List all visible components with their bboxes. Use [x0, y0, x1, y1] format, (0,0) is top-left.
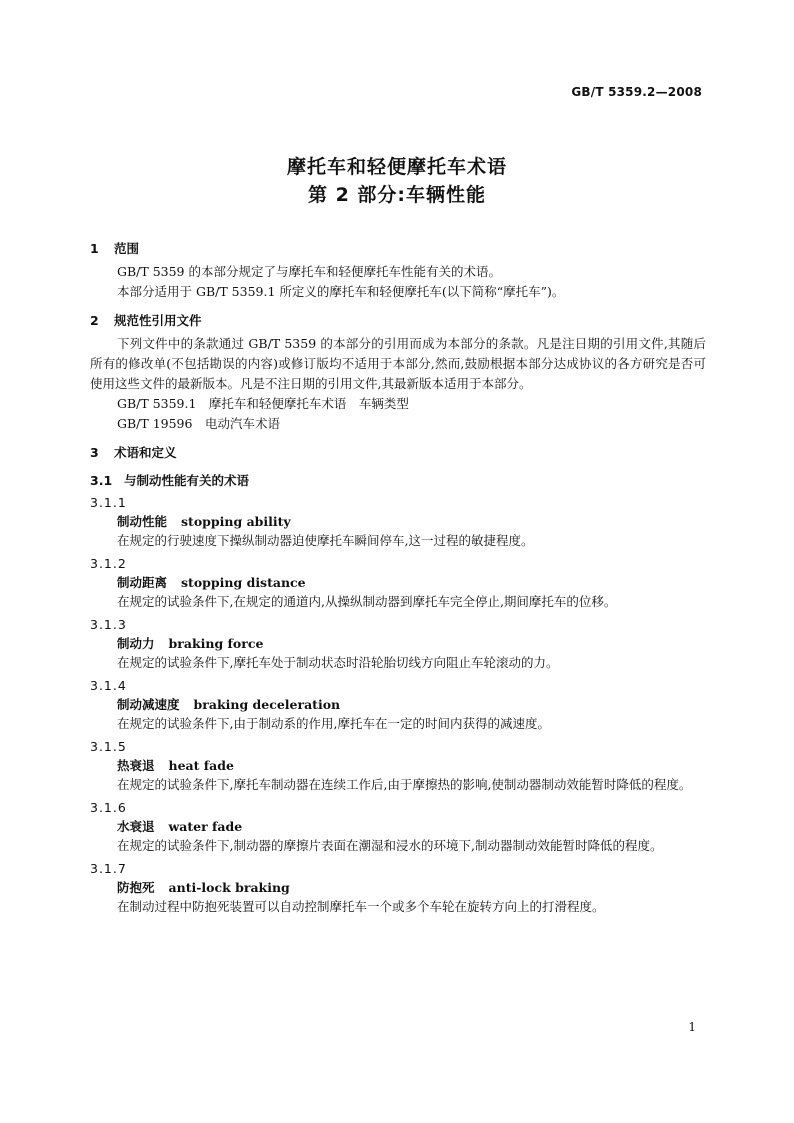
subsection-number: 3.1: [90, 473, 113, 488]
page-number: 1: [688, 1020, 696, 1034]
term-definition: 在规定的行驶速度下操纵制动器迫使摩托车瞬间停车,这一过程的敏捷程度。: [117, 533, 534, 548]
term-entry: [90, 859, 706, 917]
section-title: 范围: [114, 241, 140, 256]
term-number: 3.1.5: [90, 739, 127, 754]
term-zh: 制动减速度: [117, 697, 180, 712]
term-definition: 在规定的试验条件下,摩托车制动器在连续工作后,由于摩擦热的影响,使制动器制动效能暂时降低的程度。: [117, 777, 692, 792]
term-definition: 在规定的试验条件下,制动器的摩擦片表面在潮湿和浸水的环境下,制动器制动效能暂时降低的程度。: [117, 838, 663, 853]
subsection-heading: [90, 472, 706, 490]
term-number: 3.1.3: [90, 617, 127, 632]
term-zh: 制动性能: [117, 514, 168, 529]
document-body: [90, 240, 706, 917]
term-name: [90, 573, 706, 592]
term-entry: [90, 737, 706, 795]
term-number: 3.1.1: [90, 495, 127, 510]
term-en: water fade: [168, 819, 243, 834]
section-heading-scope: [90, 240, 706, 258]
scope-paragraph-2: 本部分适用于 GB/T 5359.1 所定义的摩托车和轻便摩托车(以下简称“摩托车”)。: [117, 284, 565, 299]
term-zh: 防抱死: [117, 880, 155, 895]
term-zh: 制动力: [117, 636, 155, 651]
term-en: heat fade: [168, 758, 234, 773]
section-number: 3: [90, 445, 99, 460]
term-en: stopping distance: [181, 575, 306, 590]
section-title: 规范性引用文件: [114, 313, 202, 328]
section-title: 术语和定义: [114, 445, 177, 460]
section-number: 1: [90, 241, 99, 256]
term-name: [90, 512, 706, 531]
standard-code: GB/T 5359.2—2008: [571, 85, 702, 99]
reference-item: GB/T 19596 电动汽车术语: [117, 416, 280, 431]
document-subtitle: 第 2 部分:车辆性能: [307, 184, 487, 206]
term-entry: [90, 615, 706, 673]
term-zh: 热衰退: [117, 758, 155, 773]
term-definition: 在规定的试验条件下,在规定的通道内,从操纵制动器到摩托车完全停止,期间摩托车的位移。: [117, 594, 617, 609]
term-number: 3.1.7: [90, 861, 127, 876]
term-definition: 在规定的试验条件下,摩托车处于制动状态时沿轮胎切线方向阻止车轮滚动的力。: [117, 655, 559, 670]
term-name: [90, 756, 706, 775]
section-heading-normative-references: [90, 312, 706, 330]
subsection-title: 与制动性能有关的术语: [124, 473, 250, 488]
term-definition: 在规定的试验条件下,由于制动系的作用,摩托车在一定的时间内获得的减速度。: [117, 716, 550, 731]
term-entry: [90, 798, 706, 856]
section-number: 2: [90, 313, 99, 328]
term-en: braking force: [168, 636, 264, 651]
term-entry: [90, 676, 706, 734]
term-number: 3.1.6: [90, 800, 127, 815]
term-entry: [90, 493, 706, 551]
scope-paragraph-1: GB/T 5359 的本部分规定了与摩托车和轻便摩托车性能有关的术语。: [117, 264, 501, 279]
references-paragraph: 下列文件中的条款通过 GB/T 5359 的本部分的引用而成为本部分的条款。凡是注日期的引用文件,其随后所有的修改单(不包括勘误的内容)或修订版均不适用于本部分,然而,鼓励根据本部分达成协议的各方研究是否可使用这些文件的最新版本。凡是不注日期的引用文件,其最新版本适用于本部分。: [90, 336, 706, 391]
term-en: anti-lock braking: [168, 880, 290, 895]
term-en: braking deceleration: [193, 697, 341, 712]
term-en: stopping ability: [181, 514, 291, 529]
term-name: [90, 634, 706, 653]
term-entry: [90, 554, 706, 612]
term-number: 3.1.2: [90, 556, 127, 571]
term-name: [90, 878, 706, 897]
document-title: 摩托车和轻便摩托车术语: [286, 156, 507, 178]
term-number: 3.1.4: [90, 678, 127, 693]
term-zh: 水衰退: [117, 819, 155, 834]
reference-item: GB/T 5359.1 摩托车和轻便摩托车术语 车辆类型: [117, 396, 409, 411]
term-name: [90, 817, 706, 836]
section-heading-terms: [90, 444, 706, 462]
term-name: [90, 695, 706, 714]
term-definition: 在制动过程中防抱死装置可以自动控制摩托车一个或多个车轮在旋转方向上的打滑程度。: [117, 899, 605, 914]
term-zh: 制动距离: [117, 575, 168, 590]
